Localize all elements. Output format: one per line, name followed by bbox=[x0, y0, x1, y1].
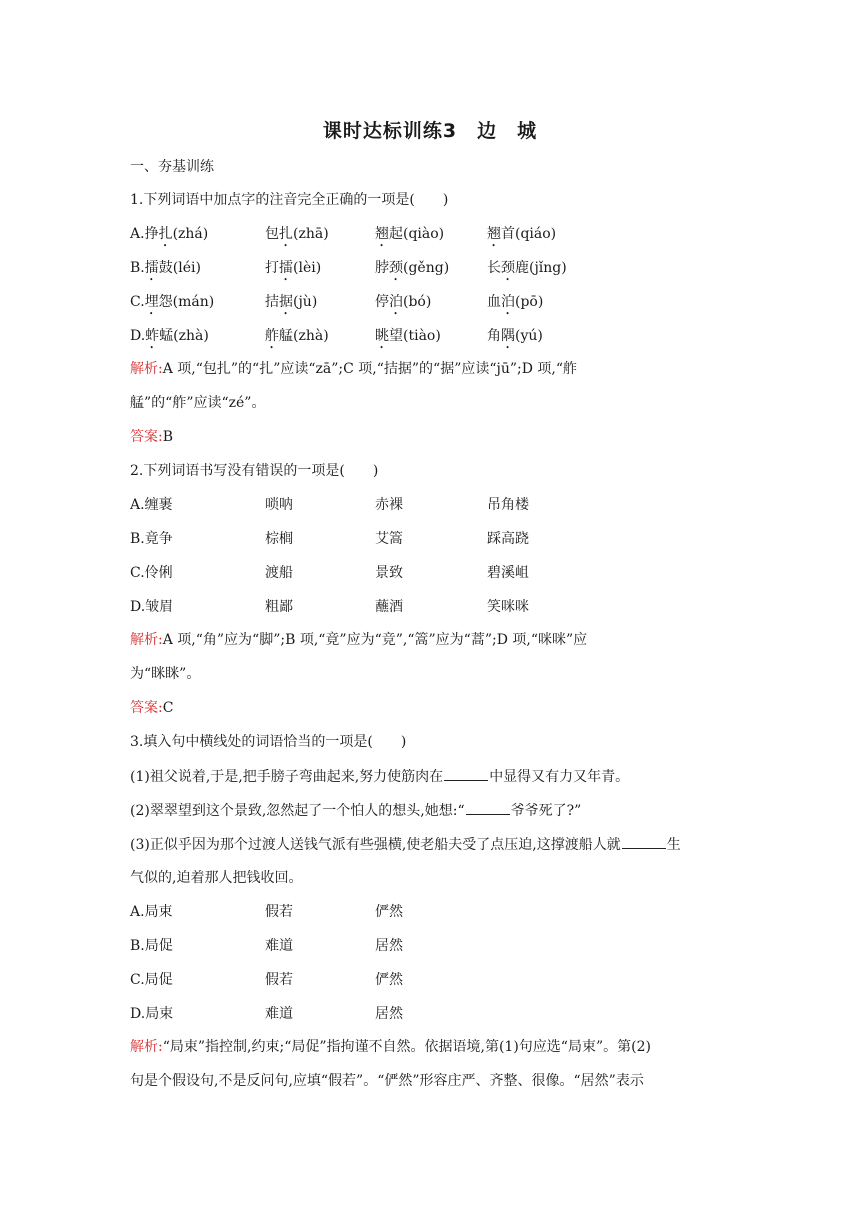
q1-analysis-line-1 bbox=[130, 359, 577, 379]
option-letter: B. bbox=[130, 938, 145, 954]
option-item: 长颈鹿(jǐng) bbox=[487, 260, 567, 276]
option-item: 假若 bbox=[265, 904, 293, 920]
option-row bbox=[130, 292, 730, 312]
option-item: A.局束 bbox=[130, 904, 173, 920]
q3-sentence-1 bbox=[130, 766, 629, 787]
option-item: 粗鄙 bbox=[265, 599, 293, 615]
option-item: 棕榈 bbox=[265, 531, 293, 547]
option-item: A.缠裹 bbox=[130, 497, 173, 513]
option-item: 居然 bbox=[375, 938, 403, 954]
option-row bbox=[130, 224, 730, 244]
analysis-text: A 项,“角”应为“脚”;B 项,“竟”应为“竞”,“篙”应为“蒿”;D 项,“咪咪”应 bbox=[162, 632, 588, 648]
option-letter: C. bbox=[130, 294, 145, 310]
option-item: 碧溪岨 bbox=[487, 565, 529, 581]
option-row bbox=[130, 970, 730, 990]
option-item: C.伶俐 bbox=[130, 565, 173, 581]
answer-value: B bbox=[162, 429, 174, 445]
option-letter: D. bbox=[130, 328, 146, 344]
dotted-char: 颈 bbox=[389, 260, 403, 276]
sentence-text: 生 bbox=[666, 837, 681, 853]
option-letter: A. bbox=[130, 497, 145, 513]
option-row bbox=[130, 563, 730, 583]
option-row bbox=[130, 902, 730, 922]
option-letter: C. bbox=[130, 565, 145, 581]
option-item: C.埋怨(mán) bbox=[130, 294, 215, 310]
option-item: B.局促 bbox=[130, 938, 173, 954]
option-item: B.竟争 bbox=[130, 531, 173, 547]
sentence-text: (2)翠翠望到这个景致,忽然起了一个怕人的想头,她想:“ bbox=[130, 803, 465, 819]
q1-analysis-line-2: 艋”的“舴”应读“zé”。 bbox=[130, 395, 266, 411]
dotted-char: 隅 bbox=[501, 328, 515, 344]
option-item: B.擂鼓(léi) bbox=[130, 260, 201, 276]
q3-analysis-line-1 bbox=[130, 1037, 651, 1057]
q1-answer bbox=[130, 427, 173, 447]
q3-analysis-line-2: 句是个假设句,不是反问句,应填“假若”。“俨然”形容庄严、齐整、很像。“居然”表示 bbox=[130, 1073, 644, 1089]
section-heading: 一、夯基训练 bbox=[130, 159, 214, 175]
option-letter: D. bbox=[130, 599, 146, 615]
option-item: 赤裸 bbox=[375, 497, 403, 513]
option-item: 渡船 bbox=[265, 565, 293, 581]
dotted-char: 泊 bbox=[501, 294, 515, 310]
option-item: D.蚱蜢(zhà) bbox=[130, 328, 209, 344]
option-letter: B. bbox=[130, 260, 145, 276]
option-row bbox=[130, 326, 730, 346]
option-item: 脖颈(gěng) bbox=[375, 260, 450, 276]
dotted-char: 扎 bbox=[158, 226, 173, 242]
q2-analysis-line-2: 为“眯眯”。 bbox=[130, 666, 201, 682]
option-item: 翘首(qiáo) bbox=[487, 226, 557, 242]
sentence-text: 中显得又有力又年青。 bbox=[489, 769, 630, 785]
option-item: 包扎(zhā) bbox=[265, 226, 329, 242]
q3-stem: 3.填入句中横线处的词语恰当的一项是( ) bbox=[130, 734, 407, 750]
option-row bbox=[130, 1004, 730, 1024]
q3-sentence-3-cont: 气似的,迫着那人把钱收回。 bbox=[130, 870, 303, 886]
option-letter: D. bbox=[130, 1006, 146, 1022]
option-item: 角隅(yú) bbox=[487, 328, 543, 344]
option-item: 俨然 bbox=[375, 972, 403, 988]
option-item: 假若 bbox=[265, 972, 293, 988]
option-item: 俨然 bbox=[375, 904, 403, 920]
dotted-char: 眺 bbox=[375, 328, 389, 344]
option-row bbox=[130, 936, 730, 956]
option-item: 拮据(jù) bbox=[265, 294, 318, 310]
option-letter: C. bbox=[130, 972, 145, 988]
dotted-char: 颈 bbox=[501, 260, 515, 276]
option-letter: A. bbox=[130, 904, 145, 920]
q3-sentence-2 bbox=[130, 800, 581, 821]
option-item: D.局束 bbox=[130, 1006, 174, 1022]
option-item: 艾篙 bbox=[375, 531, 403, 547]
fill-blank bbox=[466, 800, 510, 815]
answer-label: 答案: bbox=[130, 429, 163, 445]
option-item: A.挣扎(zhá) bbox=[130, 226, 209, 242]
analysis-label: 解析: bbox=[130, 361, 163, 377]
option-row bbox=[130, 529, 730, 549]
option-item: C.局促 bbox=[130, 972, 173, 988]
option-row bbox=[130, 495, 730, 515]
dotted-char: 泊 bbox=[389, 294, 403, 310]
option-item: 蘸酒 bbox=[375, 599, 403, 615]
q2-analysis-line-1 bbox=[130, 630, 587, 650]
analysis-label: 解析: bbox=[130, 632, 163, 648]
option-item: 唢呐 bbox=[265, 497, 293, 513]
option-item: 难道 bbox=[265, 938, 293, 954]
dotted-char: 蚱 bbox=[145, 328, 160, 344]
fill-blank bbox=[444, 766, 488, 781]
sentence-text: (3)正似乎因为那个过渡人送钱气派有些强横,使老船夫受了点压迫,这撑渡船人就 bbox=[130, 837, 621, 853]
q2-answer bbox=[130, 698, 173, 718]
dotted-char: 擂 bbox=[144, 260, 159, 276]
option-letter: A. bbox=[130, 226, 145, 242]
q3-sentence-3 bbox=[130, 834, 681, 855]
sentence-text: (1)祖父说着,于是,把手膀子弯曲起来,努力使筋肉在 bbox=[130, 769, 444, 785]
sentence-text: 爷爷死了?” bbox=[510, 803, 582, 819]
option-item: 难道 bbox=[265, 1006, 293, 1022]
fill-blank bbox=[622, 834, 666, 849]
analysis-label: 解析: bbox=[130, 1039, 163, 1055]
dotted-char: 据 bbox=[279, 294, 293, 310]
dotted-char: 舴 bbox=[265, 328, 279, 344]
q1-stem: 1.下列词语中加点字的注音完全正确的一项是( ) bbox=[130, 192, 449, 208]
option-row bbox=[130, 597, 730, 617]
option-item: 居然 bbox=[375, 1006, 403, 1022]
option-item: D.皱眉 bbox=[130, 599, 174, 615]
answer-label: 答案: bbox=[130, 700, 163, 716]
option-item: 景致 bbox=[375, 565, 403, 581]
option-item: 打擂(lèi) bbox=[265, 260, 322, 276]
option-item: 踩高跷 bbox=[487, 531, 529, 547]
option-item: 吊角楼 bbox=[487, 497, 529, 513]
option-letter: B. bbox=[130, 531, 145, 547]
dotted-char: 翘 bbox=[375, 226, 389, 242]
option-item: 眺望(tiào) bbox=[375, 328, 441, 344]
option-item: 翘起(qiào) bbox=[375, 226, 445, 242]
page-title: 课时达标训练3 边 城 bbox=[322, 120, 538, 142]
option-item: 笑咪咪 bbox=[487, 599, 529, 615]
q2-stem: 2.下列词语书写没有错误的一项是( ) bbox=[130, 463, 379, 479]
dotted-char: 擂 bbox=[279, 260, 293, 276]
analysis-text: A 项,“包扎”的“扎”应读“zā”;C 项,“拮据”的“据”应读“jū”;D 项,“舴 bbox=[162, 361, 578, 377]
answer-value: C bbox=[162, 700, 174, 716]
option-item: 血泊(pō) bbox=[487, 294, 544, 310]
dotted-char: 翘 bbox=[487, 226, 501, 242]
analysis-text: “局束”指控制,约束;“局促”指拘谨不自然。依据语境,第(1)句应选“局束”。第(2) bbox=[162, 1039, 651, 1055]
dotted-char: 埋 bbox=[144, 294, 159, 310]
option-row bbox=[130, 258, 730, 278]
option-item: 舴艋(zhà) bbox=[265, 328, 329, 344]
option-item: 停泊(bó) bbox=[375, 294, 432, 310]
dotted-char: 扎 bbox=[279, 226, 293, 242]
